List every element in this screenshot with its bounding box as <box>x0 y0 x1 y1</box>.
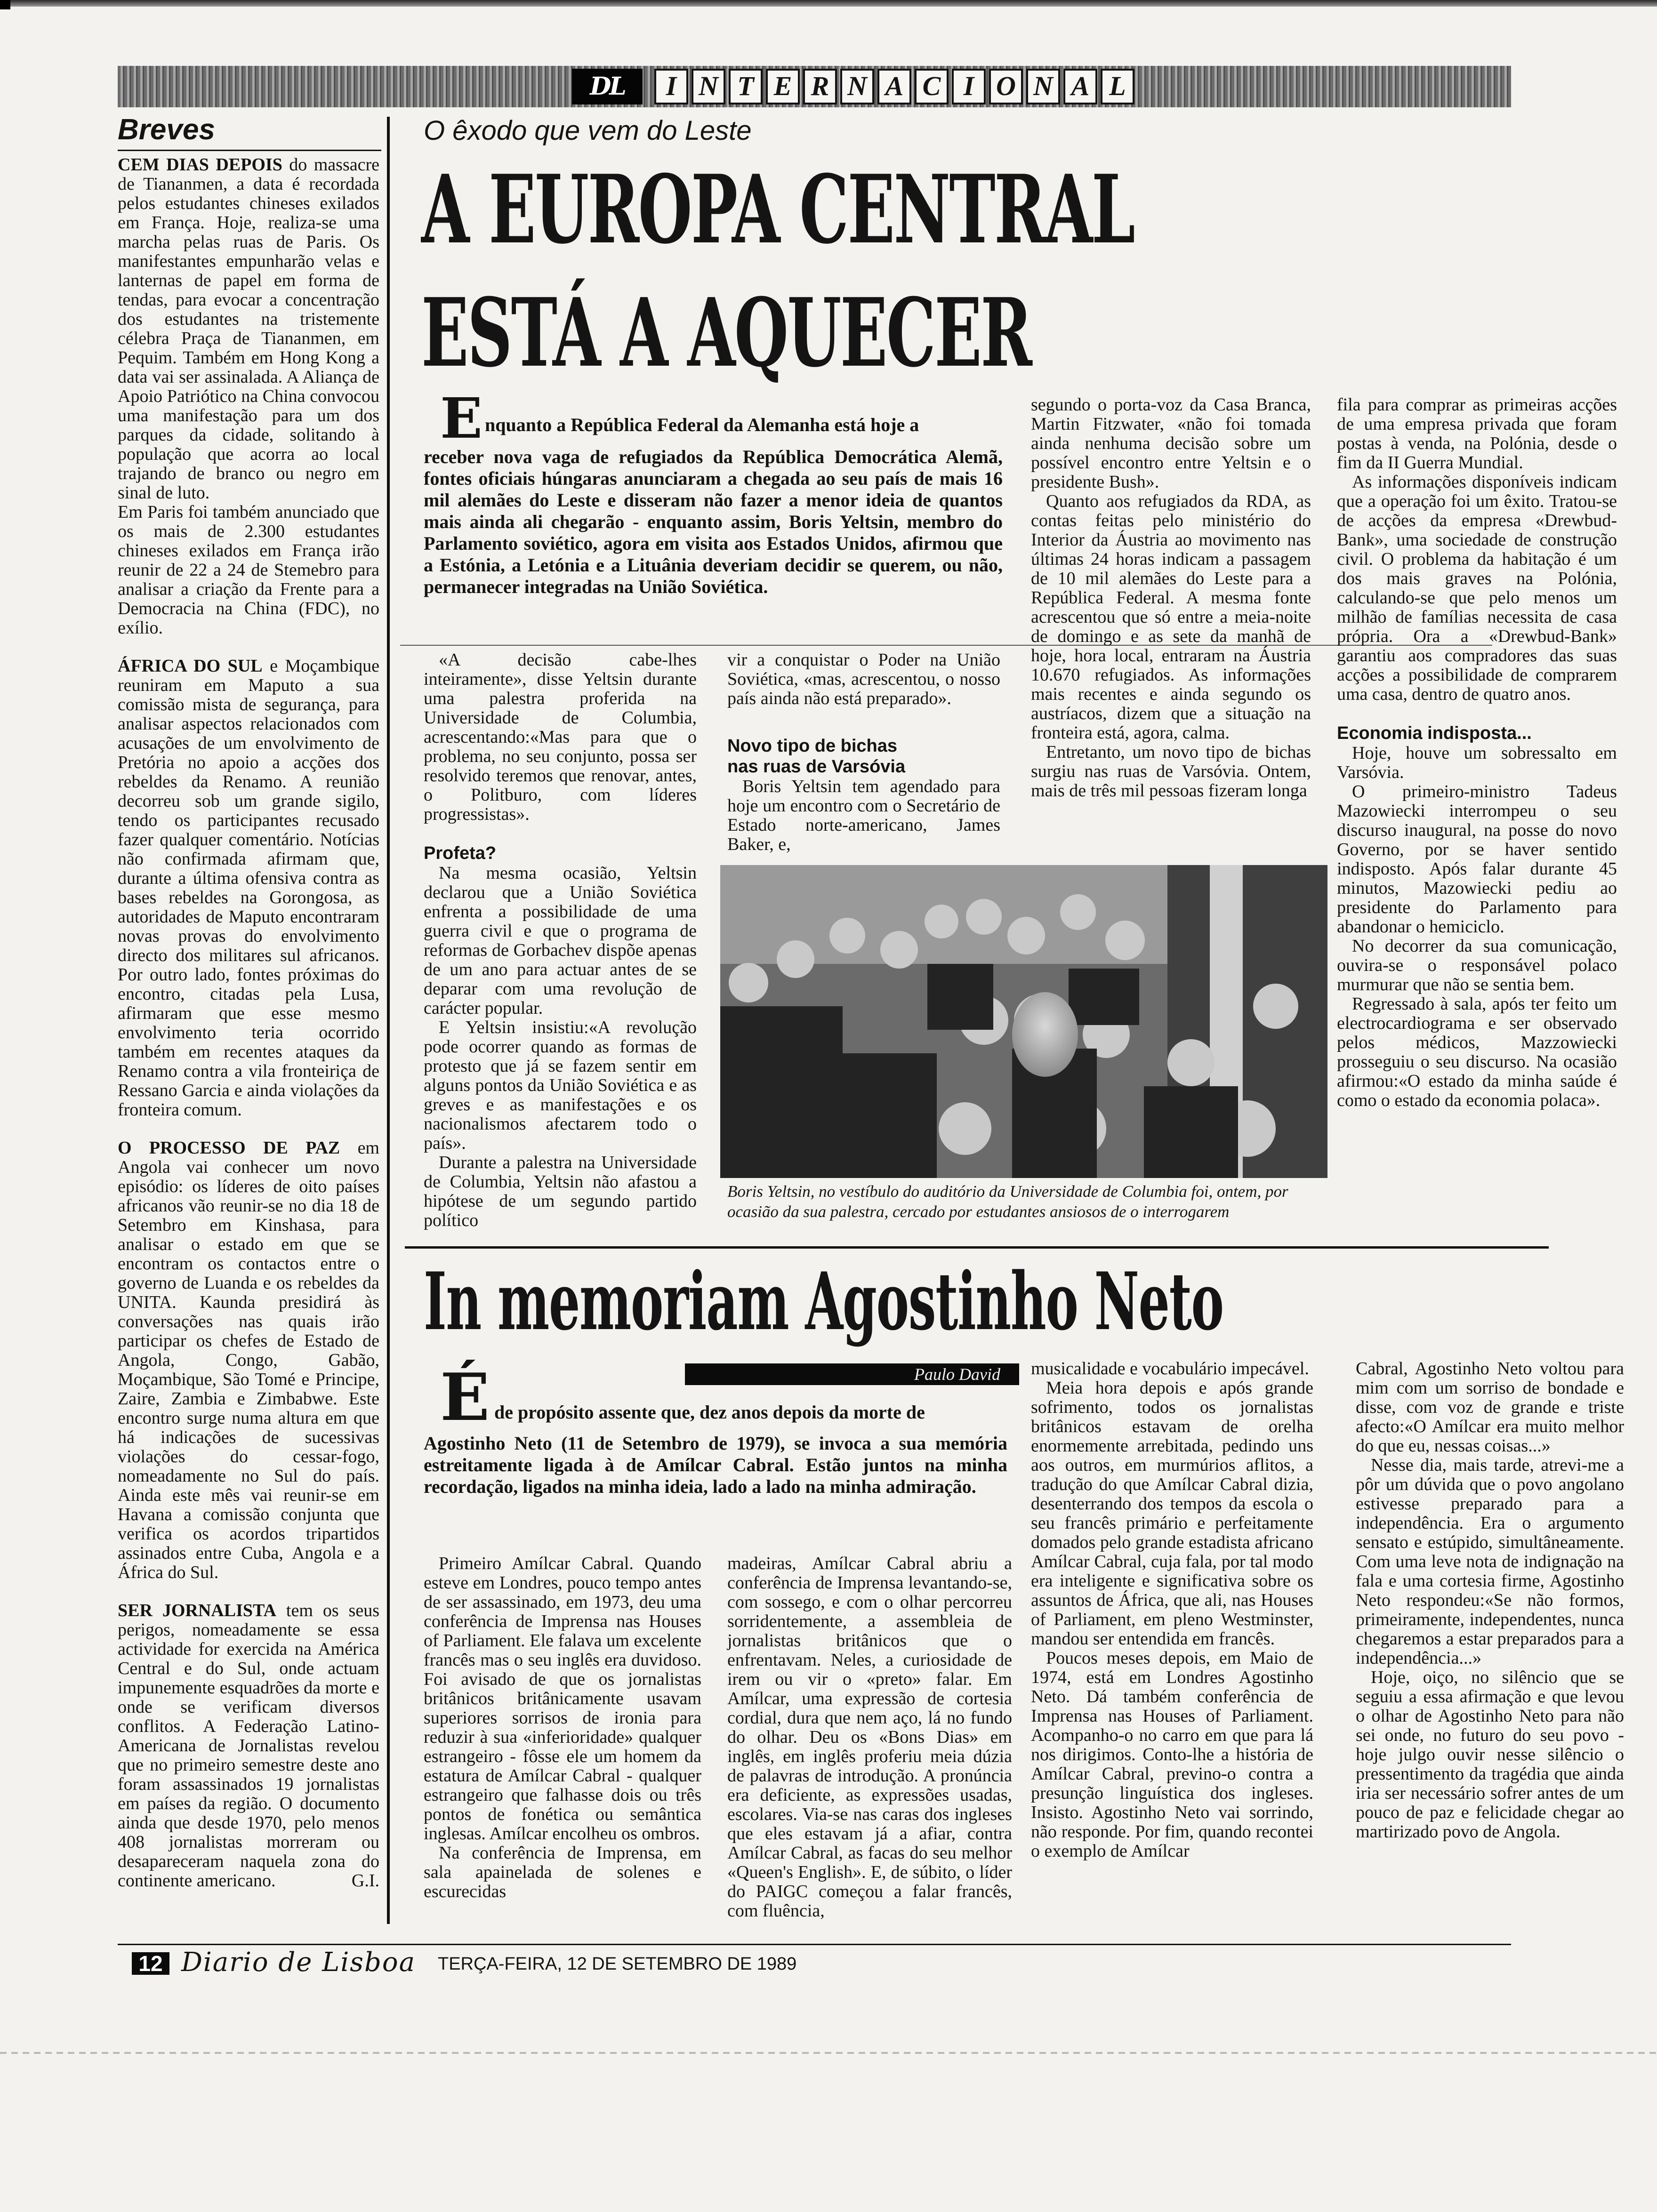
section-letter: N <box>840 69 874 104</box>
article2-column-4 <box>1356 1359 1624 1842</box>
paragraph: segundo o porta-voz da Casa Branca, Martin Fitzwater, «não foi tomada ainda nenhuma decisão sobre um possível encontro entre Yeltsin e o presidente Bush». <box>1031 395 1311 492</box>
article2-column-1 <box>424 1554 701 1901</box>
scan-edge <box>0 0 1657 7</box>
paragraph: O primeiro-ministro Tadeus Mazowiecki interrompeu o seu discurso inaugural, na posse do novo Governo, por se haver sentido indisposto. Após falar durante 45 minutos, Mazowiecki pediu ao presidente do Parlamento para abandonar o hemiciclo. <box>1337 782 1617 937</box>
paragraph: Quanto aos refugiados da RDA, as contas feitas pelo ministério do Interior da Áustria ao movimento nas últimas 24 horas indicam a passagem de 10 mil alemães do Leste para a República Federal. A mesma fonte acrescentou que só entre a meia-noite de domingo e as sete da manhã de hoje, hora local, entraram na Áustria 10.670 refugiados. As informações mais recentes e ainda segundo os austríacos, dizem que a situação na fronteira está, agora, calma. <box>1031 491 1311 743</box>
publication-date: TERÇA-FEIRA, 12 DE SETEMBRO DE 1989 <box>438 1954 797 1974</box>
paragraph: E Yeltsin insistiu:«A revolução pode ocorrer quando as formas de protesto que já se fazem sentir em alguns pontos da União Soviética e as greves e as manifestações e os nacionalismos afectarem todo o país». <box>424 1018 697 1153</box>
paragraph: As informações disponíveis indicam que a operação foi um êxito. Tratou-se de acções da empresa «Drewbud-Bank», uma sociedade de construção civil. O problema da habitação é um dos mais graves na Polónia, calculando-se que pelo menos um milhão de famílias necessita de casa própria. Ora a «Drewbud-Bank» garantiu aos compradores das suas acções a possibilidade de comprarem uma casa, dentro de quatro anos. <box>1337 472 1617 704</box>
section-letter: I <box>952 69 986 104</box>
section-letter: O <box>989 69 1023 104</box>
section-letter: E <box>766 69 800 104</box>
newspaper-name: Diario de Lisboa <box>181 1947 416 1978</box>
paragraph: Na conferência de Imprensa, em sala apainelada de solenes e escurecidas <box>424 1843 701 1901</box>
section-letter: T <box>729 69 763 104</box>
section-letter: R <box>803 69 837 104</box>
subhead-economia: Economia indisposta... <box>1337 723 1532 743</box>
breve-item <box>118 1601 379 1891</box>
article2-column-2 <box>727 1554 1012 1921</box>
section-letter: I <box>654 69 688 104</box>
drop-cap: É <box>440 1359 490 1435</box>
footer-rule <box>118 1944 1511 1945</box>
paragraph: Entretanto, um novo tipo de bichas surgiu nas ruas de Varsóvia. Ontem, mais de três mil pessoas fizeram longa <box>1031 742 1311 801</box>
paragraph: madeiras, Amílcar Cabral abriu a conferência de Imprensa levantando-se, com sossego, e com o olhar percorreu sorridentemente, a assembleia de jornalistas britânicos que o enfrentavam. Neles, a curiosidade de irem ou vir o «preto» falar. Em Amílcar, uma expressão de cortesia cordial, dura que nem aço, lá no fundo do olhar. Deu os «Bons Dias» em inglês, em inglês proferiu meia dúzia de palavras de introdução. A pronúncia era deficiente, as expressões usadas, escolares. Via-se nas caras dos ingleses que eles estavam já a afiar, contra Amílcar Cabral, as facas do seu melhor «Queen's English». E, de súbito, o líder do PAIGC começou a falar francês, com fluência, <box>727 1554 1012 1921</box>
subhead-bichas-2: nas ruas de Varsóvia <box>727 757 906 777</box>
paragraph: Primeiro Amílcar Cabral. Quando esteve em Londres, pouco tempo antes de ser assassinado, em 1973, deu uma conferência de Imprensa nas Houses of Parliament. Ele falava um excelente francês mas o seu inglês era duvidoso. Foi avisado de que os jornalistas britânicos britânicamente usavam superiores sorrisos de ironia para reduzir à sua «inferioridade» qualquer estrangeiro - fôsse ele um homem da estatura de Amílcar Cabral - qualquer estrangeiro que falhasse dois ou três pontos de fonética ou semântica inglesas. Amílcar encolheu os ombros. <box>424 1554 701 1843</box>
article1-column-1 <box>424 650 697 1230</box>
section-letter: N <box>692 69 725 104</box>
breves-column-rule <box>387 117 390 1924</box>
scan-corner-mark <box>0 0 10 9</box>
breve-lead: ÁFRICA DO SUL <box>118 656 263 676</box>
newspaper-logo: DL <box>572 69 643 104</box>
section-letter: N <box>1026 69 1060 104</box>
breve-item <box>118 155 379 503</box>
breve-item <box>118 657 379 1120</box>
page-number: 12 <box>132 1952 169 1975</box>
article1-column-2 <box>727 650 1000 854</box>
subhead-bichas-1: Novo tipo de bichas <box>727 736 898 756</box>
photo-image <box>720 865 1327 1178</box>
article1-column-4 <box>1337 395 1617 1110</box>
article-rule-top <box>400 645 1492 646</box>
breve-text: e Moçambique reuniram em Maputo a sua comissão mista de segurança, para analisar aspectos relacionados com acusações de um envolvimento de Pretória no apoio a acções dos rebeldes da Renamo. A reunião decorreu sob um grande sigilo, tendo os participantes recusado fazer qualquer comentário. Notícias não confirmada afirmam que, durante a última ofensiva contra as bases rebeldes na Gorongosa, as autoridades de Maputo encontraram novas provas do envolvimento directo dos militares sul africanos. Por outro lado, fontes próximas do encontro, citadas pela Lusa, afirmaram que esse mesmo envolvimento teria ocorrido também em recentes ataques da Renamo contra a vila fronteiriça de Ressano Garcia e ainda violações da fronteira comum. <box>118 656 379 1120</box>
article-kicker: O êxodo que vem do Leste <box>424 115 752 146</box>
breve-text: do massacre de Tiananmen, a data é recordada pelos estudantes chineses exilados em França. Hoje, realiza-se uma marcha pelas ruas de Paris. Os manifestantes empunharão velas e lanternas de papel em forma de tendas, para evocar a concentração dos estudantes na tristemente célebra Praça de Tiananmen, em Pequim. Também em Hong Kong a data vai ser assinalada. A Aliança de Apoio Patriótico na China convocou uma manifestação para um dos parques da cidade, solitando à população que acorra ao local trajando de branco ou negro em sinal de luto. <box>118 155 379 503</box>
paragraph: Meia hora depois e após grande sofrimento, todos os jornalistas britânicos estavam de orelha enormemente arrebitada, pedindo uns aos outros, em murmúrios aflitos, a tradução do que Amílcar Cabral dizia, desenterrando dos tempos da escola o seu francês primário e perfeitamente domados pelo grande estadista africano Amílcar Cabral, cuja fala, por tal modo era inteligente e significativa sobre os assuntos de África, que ali, nas Houses of Parliament, em pleno Westminster, mandou ser entendida em francês. <box>1031 1378 1313 1649</box>
paragraph: Poucos meses depois, em Maio de 1974, está em Londres Agostinho Neto. Dá também conferência de Imprensa nas Houses of Parliament. Acompanho-o no carro em que para lá nos dirigimos. Conto-lhe a história de Amílcar Cabral, previno-o contra a presunção linguística dos ingleses. Insisto. Agostinho Neto vai sorrindo, não responde. Por fim, quando recontei o exemplo de Amílcar <box>1031 1648 1313 1861</box>
subhead-profeta: Profeta? <box>424 843 497 863</box>
section-letter: C <box>915 69 949 104</box>
paragraph: Durante a palestra na Universidade de Columbia, Yeltsin não afastou a hipótese de um segundo partido político <box>424 1153 697 1230</box>
breve-lead: O PROCESSO DE PAZ <box>118 1138 340 1158</box>
paragraph: Nesse dia, mais tarde, atrevi-me a pôr um dúvida que o povo angolano estivesse preparado para a independência. Era o argumento sensato e estúpido, simultâneamente. Com uma leve nota de indignação na fala e uma cortesia firme, Agostinho Neto respondeu:«Se não formos, primeiramente, independentes, nunca chegaremos a estar preparados para a independência...» <box>1356 1455 1624 1668</box>
lead-first-line: de propósito assente que, dez anos depois da morte de <box>494 1402 925 1423</box>
paragraph: No decorrer da sua comunicação, ouvira-se o responsável polaco murmurar que não se sentia bem. <box>1337 936 1617 994</box>
paragraph: Cabral, Agostinho Neto voltou para mim com um sorriso de bondade e disse, com voz de grande e triste afecto:«O Amílcar era muito melhor do que eu, nessas coisas...» <box>1356 1359 1624 1456</box>
paragraph: Na mesma ocasião, Yeltsin declarou que a União Soviética enfrenta a possibilidade de uma guerra civil e que o programa de reformas de Gorbachev dispõe apenas de um ano para actuar antes de se deparar com uma revolução de carácter popular. <box>424 863 697 1018</box>
paragraph: Hoje, oiço, no silêncio que se seguiu a essa afirmação e que levou o olhar de Agostinho Neto para não sei onde, no futuro do seu povo - hoje julgo ouvir nesse silêncio o pressentimento da tragédia que ainda iria ser necessário sofrer antes de um pouco de paz e felicidade chegar ao martirizado povo de Angola. <box>1356 1667 1624 1842</box>
breve-item-continued: Em Paris foi também anunciado que os mais de 2.300 estudantes chineses exilados em França irão reunir de 22 a 24 de Stemebro para analisar a criação da Frente para a Democracia na China (FDC), no exílio. <box>118 502 379 638</box>
lead-paragraph: Agostinho Neto (11 de Setembro de 1979), se invoca a sua memória estreitamente ligada à de Amílcar Cabral. Estão juntos na minha recordação, ligados na minha ideia, lado a lado na minha admiração. <box>424 1433 1007 1497</box>
breves-title-rule <box>118 150 381 151</box>
section-letter: A <box>1063 69 1097 104</box>
breves-column <box>118 155 379 1891</box>
lead-first-line: nquanto a República Federal da Alemanha está hoje a <box>485 414 919 435</box>
section-letter: A <box>877 69 911 104</box>
article-divider <box>405 1246 1549 1249</box>
breve-signature: G.I. <box>351 1871 379 1891</box>
breve-lead: SER JORNALISTA <box>118 1601 276 1620</box>
byline-author: Paulo David <box>685 1363 1019 1385</box>
paragraph: vir a conquistar o Poder na União Soviética, «mas, acrescentou, o nosso país ainda não está preparado». <box>727 650 1000 708</box>
paragraph: musicalidade e vocabulário impecável. <box>1031 1359 1309 1378</box>
paragraph: «A decisão cabe-lhes inteiramente», disse Yeltsin durante uma palestra proferida na Universidade de Columbia, acrescentando:«Mas para que o problema, no seu conjunto, possa ser resolvido teremos que renovar, antes, o Politburo, com líderes progressistas». <box>424 650 697 824</box>
scan-bottom-rule <box>0 2052 1657 2054</box>
drop-cap: E <box>440 385 483 451</box>
paragraph: Boris Yeltsin tem agendado para hoje um encontro com o Secretário de Estado norte-americano, James Baker, e, <box>727 777 1000 854</box>
paragraph: fila para comprar as primeiras acções de uma empresa privada que foram postas à venda, na Polónia, desde o fim da II Guerra Mundial. <box>1337 395 1617 473</box>
breves-title: Breves <box>118 113 215 146</box>
paragraph: Hoje, houve um sobressalto em Varsóvia. <box>1337 743 1617 782</box>
breve-text: em Angola vai conhecer um novo episódio: os líderes de oito países africanos vão reunir-se no dia 18 de Setembro em Kinshasa, para analisar o estado em que se encontram os contactos entre o governo de Luanda e os rebeldes da UNITA. Kaunda presidirá às conversações nas quais irão participar os chefes de Estado de Angola, Congo, Gabão, Moçambique, São Tomé e Principe, Zaire, Zambia e Zimbabwe. Este encontro surge numa altura em que há indicações de sucessivas violações do cessar-fogo, nomeadamente no Sul do país. Ainda este mês vai reunir-se em Havana a comissão conjunta que verifica os acordos tripartidos assinados entre Cuba, Angola e a África do Sul. <box>118 1138 379 1582</box>
article2-column-3 <box>1031 1359 1313 1861</box>
headline-line-2: ESTÁ A AQUECER <box>421 278 1031 388</box>
headline-line-1: A EUROPA CENTRAL <box>421 154 1134 265</box>
breve-item <box>118 1138 379 1582</box>
article1-column-3 <box>1031 395 1311 801</box>
section-letter: L <box>1101 69 1134 104</box>
breve-lead: CEM DIAS DEPOIS <box>118 155 282 175</box>
headline-in-memoriam: In memoriam Agostinho Neto <box>424 1255 1223 1348</box>
paragraph: Regressado à sala, após ter feito um electrocardiograma e ser observado pelos médicos, Mazzowiecki prosseguiu o seu discurso. Na ocasião afirmou:«O estado da minha saúde é como o estado da economia polaca». <box>1337 994 1617 1110</box>
photo-caption: Boris Yeltsin, no vestíbulo do auditório da Universidade de Columbia foi, ontem, por ocasião da sua palestra, cercado por estudantes ansiosos de o interrogarem <box>727 1182 1288 1221</box>
breve-text: tem os seus perigos, nomeadamente se essa actividade for exercida na América Central e do Sul, onde actuam impunemente esquadrões da morte e onde se verificam diversos conflitos. A Federação Latino-Americana de Jornalistas revelou que no primeiro semestre deste ano foram assassinados 19 jornalistas em países da região. O documento ainda que desde 1970, pelo menos 408 jornalistas morreram ou desapareceram naquela zona do continente americano. <box>118 1601 379 1891</box>
lead-paragraph: receber nova vaga de refugiados da República Democrática Alemã, fontes oficiais húngaras anunciaram a chegada ao seu país de mais 16 mil alemães do Leste e disseram não fazer a menor ideia de quantos mais ainda ali chegarão - enquanto assim, Boris Yeltsin, membro do Parlamento soviético, agora em visita aos Estados Unidos, afirmou que a Estónia, a Letónia e a Lituânia deveriam decidir se querem, ou não, permanecer integradas na União Soviética. <box>424 446 1003 597</box>
yeltsin-crowd-photo <box>720 865 1327 1178</box>
